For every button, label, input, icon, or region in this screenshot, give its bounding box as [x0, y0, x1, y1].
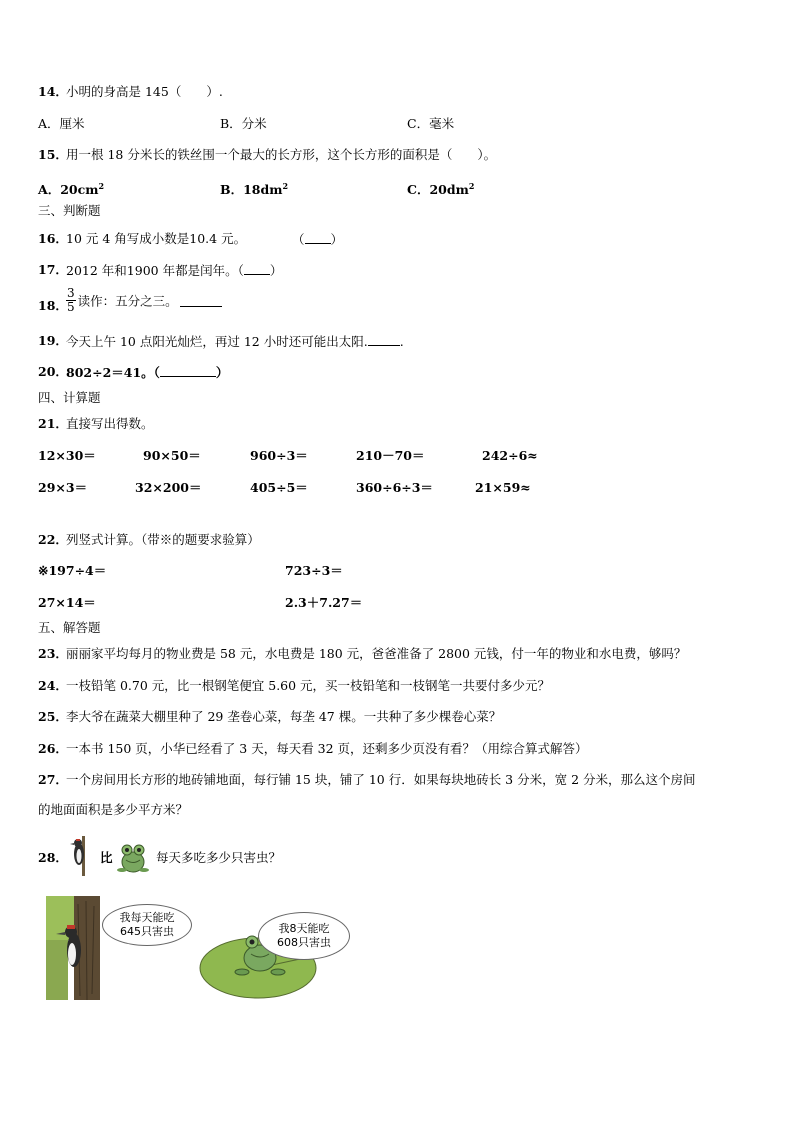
q15-number: 15． [38, 147, 68, 162]
q22-number: 22． [38, 532, 68, 547]
q28-illustration [46, 896, 356, 1008]
q24-number: 24． [38, 678, 68, 693]
q21-text: 直接写出得数。 [66, 416, 154, 431]
q22-expr: 27×14＝ [38, 595, 96, 610]
q15-option-b: B．$18dm^2$ [220, 181, 289, 198]
speech-bubble-woodpecker [102, 904, 192, 946]
q17-text: 2012 年和1900 年都是闰年。（ [66, 263, 244, 278]
q14-number: 14． [38, 84, 68, 99]
bubble-right-line1: 我8天能吃 [278, 922, 330, 935]
q15-option-a: A．$20cm^2$ [38, 181, 105, 198]
q16-answer-blank[interactable]: （ ） [292, 232, 344, 247]
q25-text: 李大爷在蔬菜大棚里种了 29 垄卷心菜，每垄 47 棵。一共种了多少棵卷心菜？ [66, 709, 502, 724]
q18-number: 18． [38, 298, 68, 313]
section-5-heading: 五、解答题 [38, 620, 101, 635]
q15-text: 用一根 18 分米长的铁丝围一个最大的长方形，这个长方形的面积是（ ）。 [66, 147, 497, 162]
q18-fraction-line [64, 287, 222, 314]
q21-expr: 405÷5＝ [250, 480, 308, 495]
q14-option-a: A．厘米 [38, 116, 85, 131]
q21-expr: 210－70＝ [356, 448, 425, 463]
q26-text: 一本书 150 页，小华已经看了 3 天，每天看 32 页，还剩多少页没有看？（用综合算式解答） [66, 741, 588, 756]
q22-expr: ※197÷4＝ [38, 563, 107, 578]
q27-text-line2: 的地面面积是多少平方米？ [38, 802, 189, 817]
q27-number: 27． [38, 772, 68, 787]
q14-option-b: B．分米 [220, 116, 267, 131]
q16-number: 16． [38, 231, 68, 246]
frog-icon [116, 838, 150, 874]
q19-answer-line[interactable]: 今天上午 10 点阳光灿烂，再过 12 小时还可能出太阳. . [66, 334, 404, 349]
woodpecker-icon [70, 834, 94, 876]
q21-expr: 360÷6÷3＝ [356, 480, 433, 495]
bubble-left-line2: 645只害虫 [120, 925, 174, 938]
q24-text: 一枝铅笔 0.70 元，比一根钢笔便宜 5.60 元，买一枝铅笔和一枝钢笔一共要付多少元？ [66, 678, 551, 693]
q14-option-c: C．毫米 [407, 116, 455, 131]
q21-expr: 12×30＝ [38, 448, 96, 463]
q16-text: 10 元 4 角写成小数是10.4 元。 [66, 231, 247, 246]
q17-number: 17． [38, 262, 68, 277]
q14-text: 小明的身高是 145（ ）. [66, 84, 223, 99]
q18-fraction: $\frac{3}{5}$ [67, 286, 75, 314]
q26-number: 26． [38, 741, 68, 756]
q19-text: 今天上午 10 点阳光灿烂，再过 12 小时还可能出太阳. [66, 334, 368, 349]
q18-answer-blank[interactable] [180, 294, 222, 307]
q25-number: 25． [38, 709, 68, 724]
q18-text: 读作：五分之三。 [77, 293, 178, 309]
q20-number: 20． [38, 364, 68, 379]
bubble-left-line1: 我每天能吃 [119, 911, 175, 924]
q21-expr: 29×3＝ [38, 480, 88, 495]
q19-number: 19． [38, 333, 68, 348]
q21-expr: 21×59≈ [475, 480, 531, 495]
q27-text-line1: 一个房间用长方形的地砖铺地面，每行铺 15 块，铺了 10 行．如果每块地砖长 3 分米，宽 2 分米，那么这个房间 [66, 772, 696, 787]
q22-text: 列竖式计算。（带※的题要求验算） [66, 532, 260, 547]
q28-number: 28． [38, 850, 68, 865]
q23-text: 丽丽家平均每月的物业费是 58 元，水电费是 180 元，爸爸准备了 2800 元钱，付一年的物业和水电费，够吗？ [66, 646, 687, 661]
q28-bi: 比 [100, 850, 113, 865]
q17-answer-line[interactable]: 2012 年和1900 年都是闰年。（ ） [66, 263, 283, 278]
q21-expr: 32×200＝ [135, 480, 202, 495]
speech-bubble-frog [258, 912, 350, 960]
section-4-heading: 四、计算题 [38, 390, 101, 405]
section-3-heading: 三、判断题 [38, 203, 101, 218]
q21-number: 21． [38, 416, 68, 431]
bubble-right-line2: 608只害虫 [277, 936, 331, 949]
q20-text: 802÷2＝41。（ [66, 365, 160, 380]
q21-expr: 960÷3＝ [250, 448, 308, 463]
q22-expr: 723÷3＝ [285, 563, 343, 578]
q28-text: 每天多吃多少只害虫？ [156, 850, 282, 865]
q15-option-c: C．$20dm^2$ [407, 181, 475, 198]
q21-expr: 90×50＝ [143, 448, 201, 463]
q20-answer-line[interactable]: 802÷2＝41。（ ） [66, 365, 229, 380]
q22-expr: 2.3＋7.27＝ [285, 595, 363, 610]
q21-expr: 242÷6≈ [482, 448, 538, 463]
q23-number: 23． [38, 646, 68, 661]
